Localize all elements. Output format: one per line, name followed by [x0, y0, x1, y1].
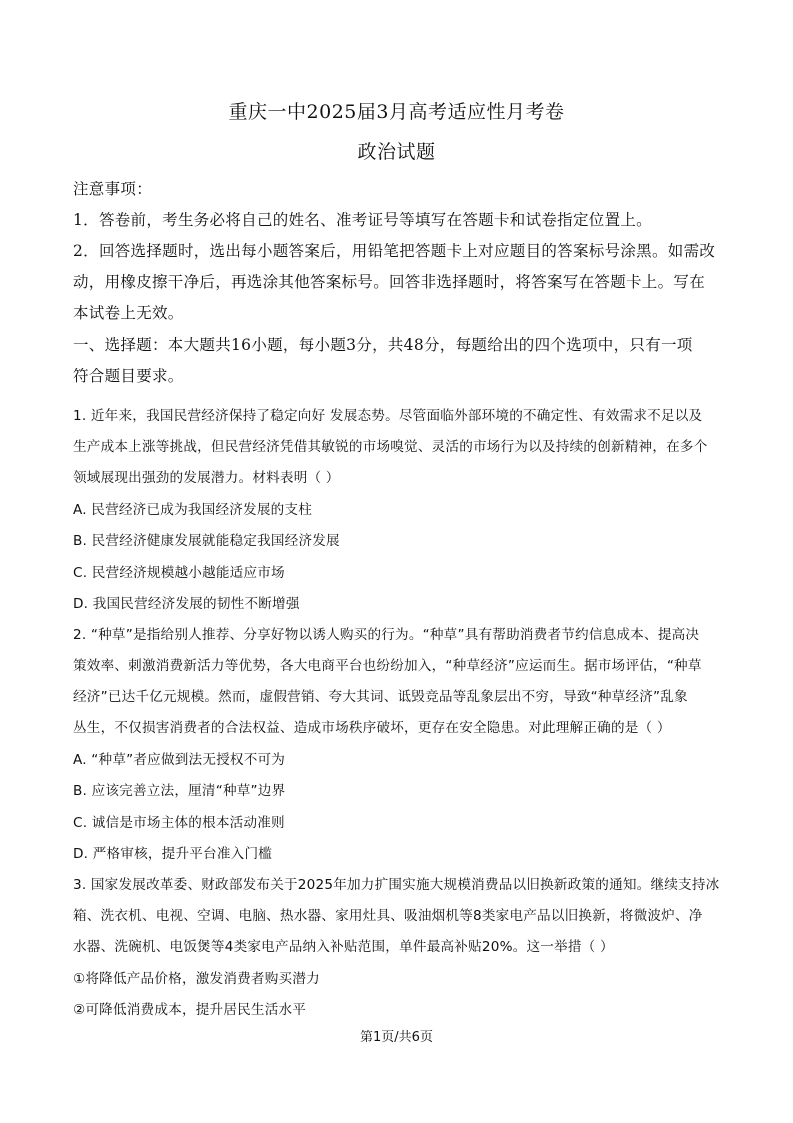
notice-item-2-line-3: 本试卷上无效。: [73, 304, 184, 322]
q2-stem-line-2: 策效率、刺激消费新活力等优势，各大电商平台也纷纷加入，“种草经济”应运而生。据市场评估，“种草: [73, 658, 702, 674]
q1-stem-line-1: 1. 近年来，我国民营经济保持了稳定向好 发展态势。尽管面临外部环境的不确定性、有效需求不足以及: [73, 408, 703, 424]
q1-stem-line-2: 生产成本上涨等挑战，但民营经济凭借其敏锐的市场嗅觉、灵活的市场行为以及持续的创新精神，在多个: [73, 439, 708, 455]
notice-item-2-line-1: 2．回答选择题时，选出每小题答案后，用铅笔把答题卡上对应题目的答案标号涂黑。如需改: [73, 242, 716, 260]
q1-option-c: C. 民营经济规模越小越能适应市场: [73, 565, 285, 581]
notice-heading: 注意事项：: [73, 180, 153, 198]
section-heading-line-1: 一、选择题：本大题共16小题，每小题3分，共48分，每题给出的四个选项中，只有一项: [73, 336, 693, 354]
q2-option-a: A. “种草”者应做到法无授权不可为: [73, 752, 286, 768]
q2-option-c: C. 诚信是市场主体的根本活动准则: [73, 815, 285, 831]
page-title: 重庆一中2025届3月高考适应性月考卷: [228, 101, 565, 123]
q1-stem-line-3: 领域展现出强劲的发展潜力。材料表明（ ）: [73, 470, 340, 486]
q2-option-b: B. 应该完善立法，厘清“种草”边界: [73, 783, 286, 799]
section-heading-line-2: 符合题目要求。: [73, 367, 184, 385]
q3-stem-line-2: 箱、洗衣机、电视、空调、电脑、热水器、家用灶具、吸油烟机等8类家电产品以旧换新，将微波炉、净: [73, 908, 703, 924]
page-footer: 第1页/共6页: [360, 1030, 433, 1045]
q2-stem-line-1: 2. “种草”是指给别人推荐、分享好物以诱人购买的行为。“种草”具有帮助消费者节约信息成本、提高决: [73, 627, 700, 643]
q1-option-a: A. 民营经济已成为我国经济发展的支柱: [73, 502, 313, 518]
q3-stem-line-1: 3. 国家发展改革委、财政部发布关于2025年加力扩围实施大规模消费品以旧换新政策的通知。继续支持冰: [73, 877, 720, 893]
q2-option-d: D. 严格审核，提升平台准入门槛: [73, 846, 273, 862]
q3-statement-2: ②可降低消费成本，提升居民生活水平: [73, 1002, 307, 1018]
page-subtitle: 政治试题: [357, 141, 436, 163]
q3-stem-line-3: 水器、洗碗机、电饭煲等4类家电产品纳入补贴范围，单件最高补贴20%。这一举措（ ）: [73, 939, 614, 955]
q2-stem-line-4: 丛生，不仅损害消费者的合法权益、造成市场秩序破坏，更存在安全隐患。对此理解正确的是（ ）: [73, 720, 671, 736]
notice-item-2-line-2: 动，用橡皮擦干净后，再选涂其他答案标号。回答非选择题时，将答案写在答题卡上。写在: [73, 273, 706, 291]
q2-stem-line-3: 经济”已达千亿元规模。然而，虚假营销、夸大其词、诋毁竞品等乱象层出不穷，导致“种草经济”乱象: [73, 689, 688, 705]
q1-option-b: B. 民营经济健康发展就能稳定我国经济发展: [73, 533, 340, 549]
notice-item-1: 1．答卷前，考生务必将自己的姓名、准考证号等填写在答题卡和试卷指定位置上。: [73, 211, 652, 229]
q1-option-d: D. 我国民营经济发展的韧性不断增强: [73, 596, 300, 612]
q3-statement-1: ①将降低产品价格，激发消费者购买潜力: [73, 971, 320, 987]
